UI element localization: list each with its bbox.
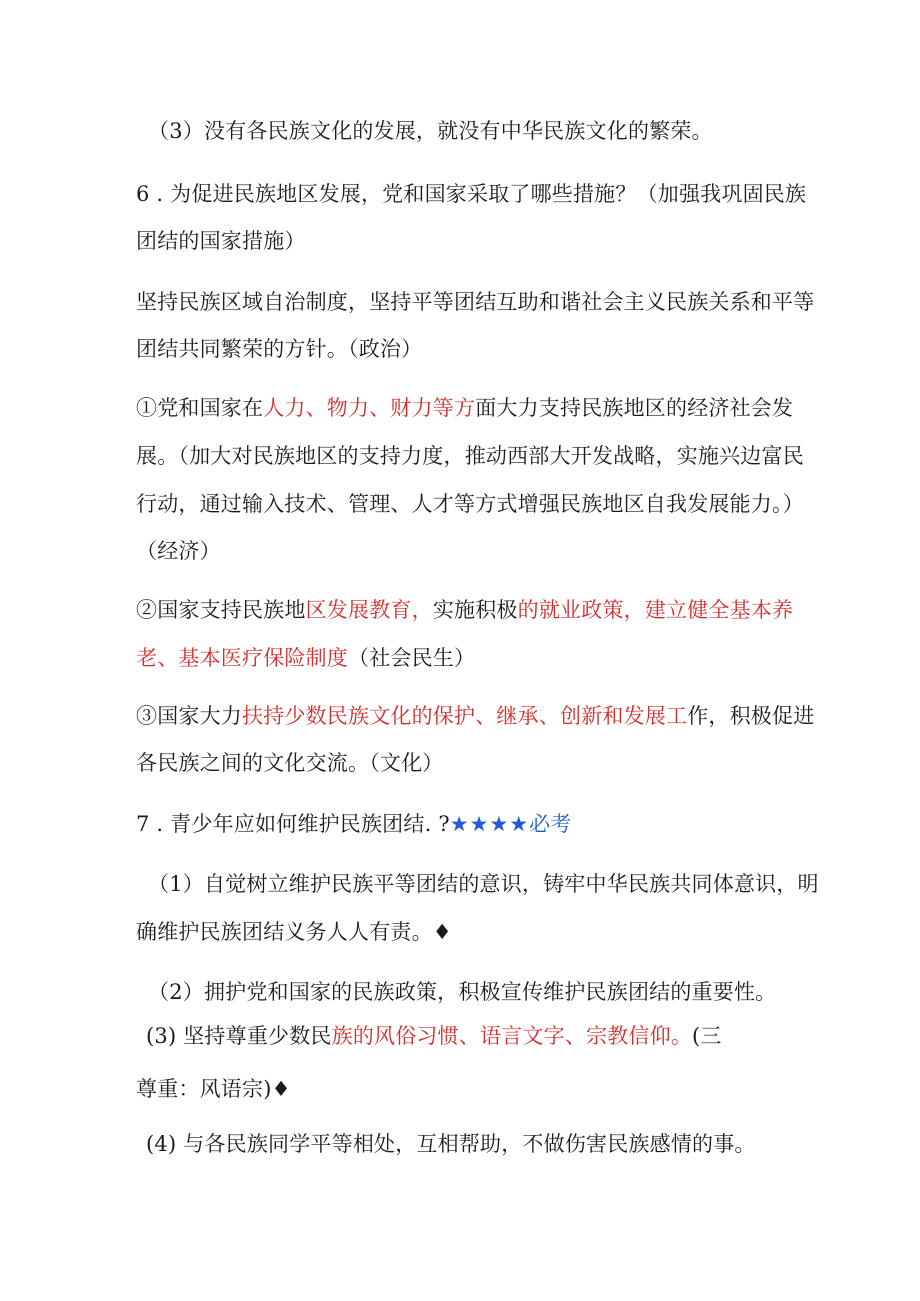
q6-culture-suffix: 作，积极促进 xyxy=(687,704,815,728)
q7-item3-line1 xyxy=(146,1022,722,1050)
q7-item1-line2: 确维护民族团结义务人人有责。♦ xyxy=(136,920,452,944)
q6-social-prefix: ②国家支持民族地 xyxy=(136,598,306,622)
q7-item1-line1: （1）自觉树立维护民族平等团结的意识，铸牢中华民族共同体意识，明 xyxy=(148,872,819,896)
q6-politics-line2: 团结共同繁荣的方针。（政治） xyxy=(136,337,423,361)
q6-economy-suffix: 面大力支持民族地区的经济社会发 xyxy=(475,396,794,420)
q6-culture-line2: 各民族之间的文化交流。（文化） xyxy=(136,751,444,775)
q7-must-label: 必考 xyxy=(529,812,572,836)
q6-culture-line1 xyxy=(136,702,814,730)
q7-item2: （2）拥护党和国家的民族政策，积极宣传维护民族团结的重要性。 xyxy=(148,980,777,1004)
q6-economy-prefix: ①党和国家在 xyxy=(136,396,264,420)
q6-economy-line3: 行动，通过输入技术、管理、人才等方式增强民族地区自我发展能力。） xyxy=(136,492,804,516)
q6-economy-line1 xyxy=(136,394,793,422)
q7-item3-highlight: 族的风俗习惯、语言文字、宗教信仰。 xyxy=(331,1024,693,1048)
q5-item3: （3）没有各民族文化的发展，就没有中华民族文化的繁荣。 xyxy=(148,119,713,143)
q7-item3-prefix: (3) 坚持尊重少数民 xyxy=(146,1024,332,1048)
q6-economy-highlight: 人力、物力、财力等方 xyxy=(263,396,476,420)
q6-social-highlight-3: 老、基本医疗保险制度 xyxy=(136,646,348,670)
q6-social-line1 xyxy=(136,596,793,624)
q6-culture-prefix: ③国家大力 xyxy=(136,704,242,728)
q6-title-line1: 6 . 为促进民族地区发展，党和国家采取了哪些措施？（加强我巩固民族 xyxy=(136,182,807,206)
q6-social-line2 xyxy=(136,644,475,672)
star-rating-icon: ★★★★ xyxy=(449,812,530,836)
q6-title-line2: 团结的国家措施） xyxy=(136,229,306,253)
q7-title-text: 7 . 青少年应如何维护民族团结. ? xyxy=(136,812,450,836)
q6-social-mid: 实施积极 xyxy=(432,598,518,622)
q6-social-highlight-1: 区发展教育， xyxy=(305,598,433,622)
q6-politics-line1: 坚持民族区域自治制度，坚持平等团结互助和谐社会主义民族关系和平等 xyxy=(136,290,815,314)
q6-social-suffix: （社会民生） xyxy=(348,646,476,670)
q7-item3-suffix: (三 xyxy=(692,1024,722,1048)
q7-item4: (4) 与各民族同学平等相处，互相帮助，不做伤害民族感情的事。 xyxy=(146,1132,756,1156)
q6-economy-line4: （经济） xyxy=(136,539,221,563)
q7-item3-line2: 尊重：风语宗)♦ xyxy=(136,1077,291,1101)
q6-economy-line2: 展。（加大对民族地区的支持力度，推动西部大开发战略，实施兴边富民 xyxy=(136,444,804,468)
q6-culture-highlight: 扶持少数民族文化的保护、继承、创新和发展工 xyxy=(242,704,688,728)
q6-social-highlight-2: 的就业政策，建立健全基本养 xyxy=(517,598,794,622)
q7-title xyxy=(136,810,572,838)
